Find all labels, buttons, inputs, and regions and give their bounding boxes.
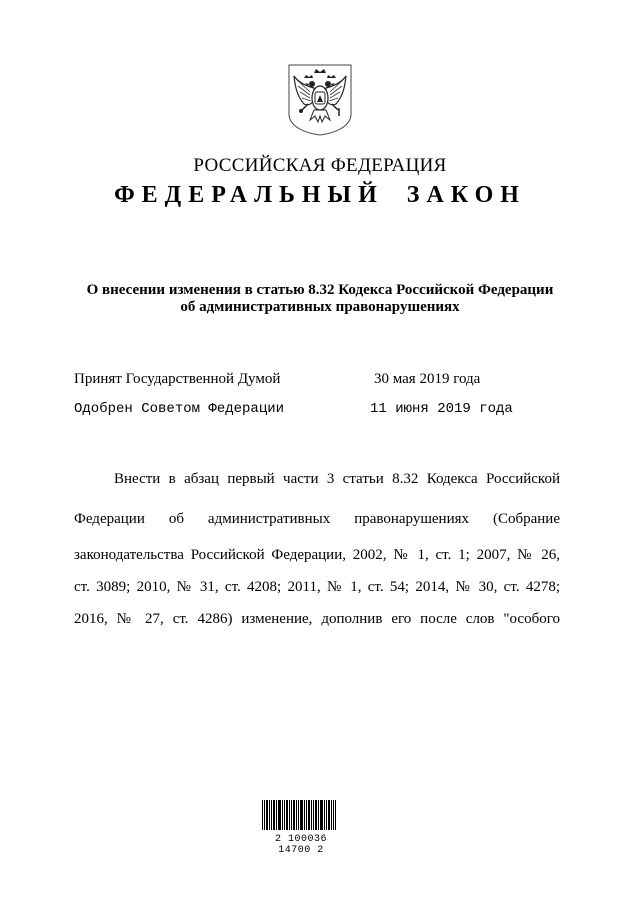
body-text-line-4: ст. 3089; 2010, № 31, ст. 4208; 2011, № 1, ст. 54; 2014, № 30, ст. 4278;: [74, 579, 560, 595]
duma-adoption-label: Принят Государственной Думой: [74, 371, 281, 387]
body-text-line-1: Внести в абзац первый части 3 статьи 8.32 Кодекса Российской: [114, 471, 560, 487]
barcode-number: 2 100036 14700 2: [274, 834, 327, 856]
council-approval-label: Одобрен Советом Федерации: [74, 401, 285, 417]
law-title-line-2: об административных правонарушениях: [180, 299, 460, 315]
body-text-line-2: Федерации об административных правонарушениях (Собрание: [74, 511, 560, 527]
duma-adoption-date: 30 мая 2019 года: [374, 371, 481, 387]
body-text-line-3: законодательства Российской Федерации, 2002, № 1, ст. 1; 2007, № 26,: [74, 547, 560, 563]
law-title: [60, 282, 580, 316]
barcode-icon: [262, 800, 336, 830]
council-approval-date: 11 июня 2019 года: [370, 401, 513, 417]
coat-of-arms-icon: [288, 64, 352, 136]
law-title-line-1: О внесении изменения в статью 8.32 Кодекса Российской Федерации: [86, 282, 554, 298]
body-text-line-5: 2016, № 27, ст. 4286) изменение, дополнив его после слов "особого: [74, 611, 560, 627]
country-heading: РОССИЙСКАЯ ФЕДЕРАЦИЯ: [193, 155, 447, 176]
law-type-heading: ФЕДЕРАЛЬНЫЙ ЗАКОН: [114, 182, 526, 208]
